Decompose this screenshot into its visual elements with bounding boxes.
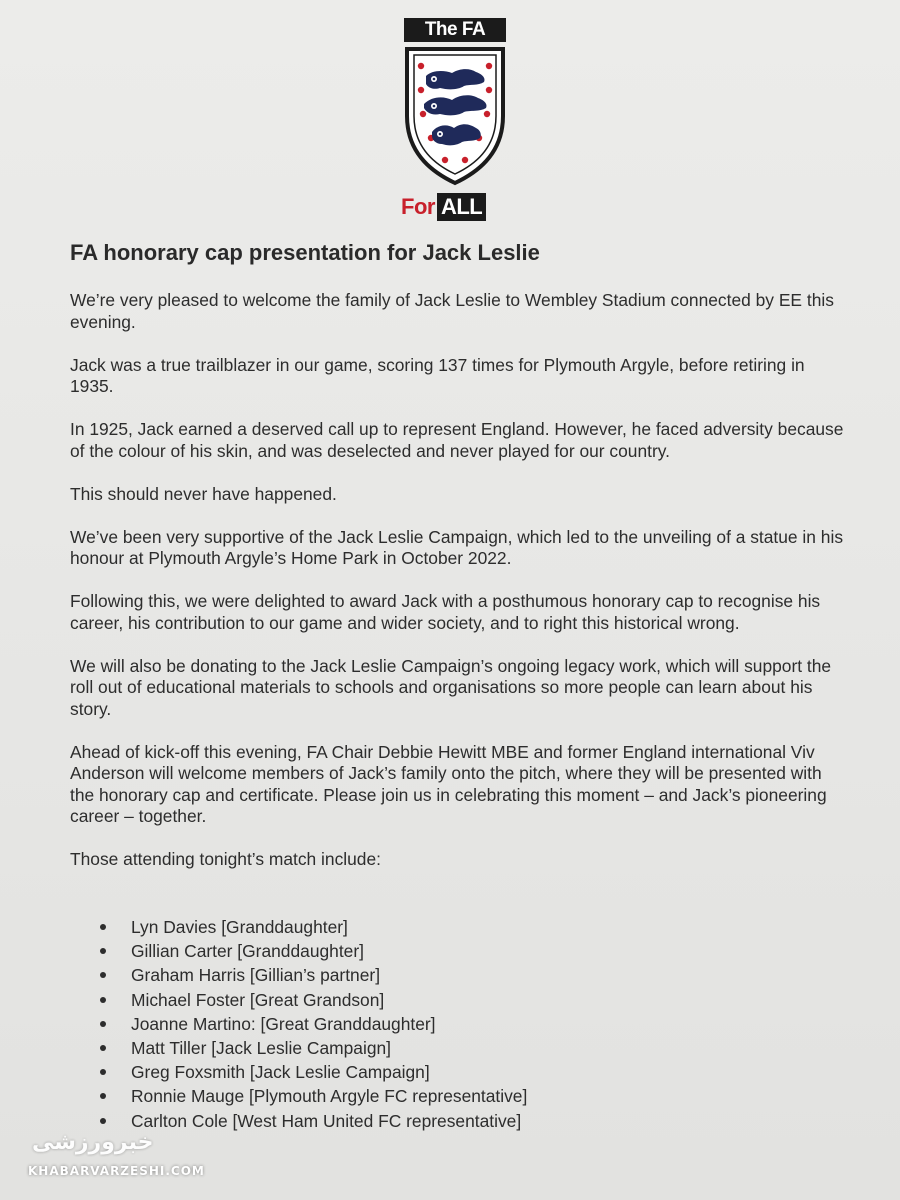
bullet-icon (100, 1045, 106, 1051)
attendee-name: Greg Foxsmith [Jack Leslie Campaign] (131, 1062, 430, 1083)
bullet-icon (100, 997, 106, 1003)
for-all-tagline (401, 192, 486, 222)
list-item (100, 1060, 527, 1084)
for-all-tagline-for: For (401, 194, 435, 219)
attendees-list (100, 915, 527, 1133)
attendees-intro: Those attending tonight’s match include: (70, 849, 381, 869)
bullet-icon (100, 1069, 106, 1075)
attendee-name: Graham Harris [Gillian’s partner] (131, 965, 381, 986)
three-lions-crest-icon (404, 46, 506, 186)
for-all-tagline-all: ALL (437, 193, 486, 221)
list-item (100, 1012, 527, 1036)
list-item (100, 1084, 527, 1108)
bullet-icon (100, 1093, 106, 1099)
paragraph: Jack was a true trailblazer in our game, scoring 137 times for Plymouth Argyle, before retiring in 1935. (70, 354, 805, 396)
fa-logo (398, 16, 514, 219)
watermark-latin-text: KHABARVARZESHI.COM (28, 1164, 205, 1178)
site-watermark (28, 1130, 205, 1186)
watermark-arabic-text: خبرورزشی (32, 1130, 154, 1155)
paragraph: Following this, we were delighted to award Jack with a posthumous honorary cap to recognise his career, his contribution to our game and wider society, and to right this historical wrong. (70, 591, 821, 633)
paragraph: We’re very pleased to welcome the family of Jack Leslie to Wembley Stadium connected by EE this evening. (70, 290, 834, 332)
attendee-name: Gillian Carter [Granddaughter] (131, 941, 364, 962)
attendee-name: Michael Foster [Great Grandson] (131, 989, 385, 1010)
list-item (100, 1036, 527, 1060)
paragraph: This should never have happened. (70, 483, 337, 504)
list-item (100, 939, 527, 963)
list-item (100, 963, 527, 987)
bullet-icon (100, 924, 106, 930)
bullet-icon (100, 1118, 106, 1124)
attendee-name: Matt Tiller [Jack Leslie Campaign] (131, 1038, 391, 1059)
bullet-icon (100, 948, 106, 954)
bullet-icon (100, 1021, 106, 1027)
attendee-name: Ronnie Mauge [Plymouth Argyle FC representative] (131, 1086, 528, 1107)
paragraph: We’ve been very supportive of the Jack Leslie Campaign, which led to the unveiling of a statue in his honour at Plymouth Argyle’s Home Park in October 2022. (70, 526, 844, 568)
fa-logo-banner: The FA (404, 18, 506, 42)
bullet-icon (100, 972, 106, 978)
document-title: FA honorary cap presentation for Jack Leslie (70, 240, 540, 265)
attendee-name: Lyn Davies [Granddaughter] (131, 917, 348, 937)
list-item (100, 915, 527, 939)
document-body (70, 290, 850, 892)
attendee-name: Joanne Martino: [Great Granddaughter] (131, 1013, 436, 1034)
attendee-name: Carlton Cole [West Ham United FC representative] (131, 1110, 522, 1131)
list-item (100, 988, 527, 1012)
paragraph: Ahead of kick-off this evening, FA Chair Debbie Hewitt MBE and former England international Viv Anderson will welcome members of Jack’s family onto the pitch, where they will be presented with the honorary cap and certificate. Please join us in celebrating this moment – and Jack’s pioneering career – together. (70, 741, 827, 826)
paragraph: In 1925, Jack earned a deserved call up to represent England. However, he faced adversity because of the colour of his skin, and was deselected and never played for our country. (70, 419, 844, 461)
paragraph: We will also be donating to the Jack Leslie Campaign’s ongoing legacy work, which will support the roll out of educational materials to schools and organisations so more people can learn about his story. (70, 655, 832, 719)
